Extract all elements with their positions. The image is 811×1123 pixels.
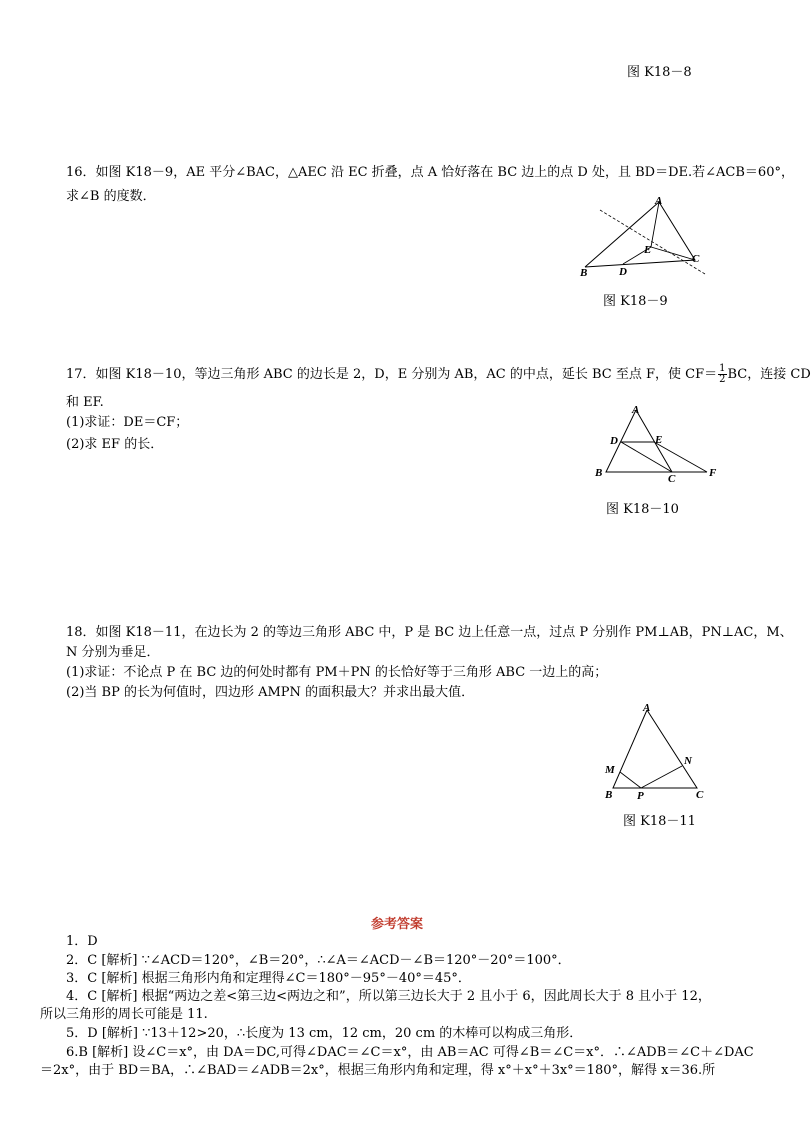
q17-part-1: (1)求证：DE＝CF； [66,415,189,430]
fig11-label-b: B [605,789,613,801]
fig11-label-a: A [643,702,651,714]
fig10-label-a: A [632,404,640,416]
fig9-label-d: D [619,266,627,278]
figure-k18-9 [575,192,715,282]
answer-4-line-1: 4．C [解析] 根据“两边之差<第三边<两边之和”，所以第三边长大于 2 且小于 6，因此周长大于 8 且小于 12， [66,989,711,1004]
q18-line-1: 18．如图 K18－11，在边长为 2 的等边三角形 ABC 中，P 是 BC 边上任意一点，过点 P 分别作 PM⊥AB，PN⊥AC，M、 [66,625,793,640]
figure-k18-11-caption: 图 K18－11 [623,814,696,829]
fig10-label-d: D [610,435,618,447]
fraction-numerator: 1 [719,363,726,374]
fig10-label-e: E [655,434,663,446]
fig9-label-c: C [692,253,700,265]
fig11-label-p: P [637,790,644,802]
fraction-one-half [718,364,726,385]
fig11-label-m: M [605,764,615,776]
fig9-label-b: B [580,267,588,279]
answer-2: 2．C [解析] ∵∠ACD＝120°，∠B＝20°，∴∠A＝∠ACD－∠B＝120°－20°＝100°． [66,953,571,968]
figure-k18-8-caption: 图 K18－8 [627,65,692,80]
q16-line-2: 求∠B 的度数． [66,189,156,204]
q17-line-2: 和 EF. [66,395,104,410]
figure-k18-9-caption: 图 K18－9 [603,294,668,309]
fig9-label-e: E [644,244,652,256]
answer-6-line-1: 6.B [解析] 设∠C＝x°，由 DA＝DC,可得∠DAC＝∠C＝x°，由 AB＝AC 可得∠B＝∠C＝x°．∴∠ADB＝∠C＋∠DAC [66,1045,754,1060]
figure-k18-10 [592,402,722,484]
answer-1: 1．D [66,934,98,949]
answers-title: 参考答案 [370,917,423,932]
q17-line-1 [66,364,811,385]
fig9-label-a: A [655,195,663,207]
figure-k18-10-caption: 图 K18－10 [606,502,679,517]
fig10-label-f: F [709,467,717,479]
q17-line-1-a: 17．如图 K18－10，等边三角形 ABC 的边长是 2，D，E 分别为 AB，AC 的中点，延长 BC 至点 F，使 CF＝ [66,367,718,382]
q16-line-1: 16．如图 K18－9，AE 平分∠BAC，△AEC 沿 EC 折叠，点 A 恰好落在 BC 边上的点 D 处，且 BD＝DE.若∠ACB＝60°， [66,165,794,180]
q17-part-2: (2)求 EF 的长． [66,437,164,452]
fig11-label-n: N [684,755,692,767]
answer-4-line-2: 所以三角形的周长可能是 11. [40,1007,208,1022]
q18-part-2: (2)当 BP 的长为何值时，四边形 AMPN 的面积最大？并求出最大值． [66,685,475,700]
answer-5: 5．D [解析] ∵13＋12>20，∴长度为 13 cm，12 cm，20 cm 的木棒可以构成三角形． [66,1026,583,1041]
figure-k18-11 [600,700,712,802]
fig11-label-c: C [696,789,704,801]
fig10-label-b: B [595,467,603,479]
q17-line-1-b: BC，连接 CD [727,367,811,382]
fraction-denominator: 2 [719,374,726,385]
fig10-label-c: C [668,473,676,485]
q18-line-2: N 分别为垂足． [66,645,160,660]
fold-line-dashed [600,210,705,274]
answer-3: 3．C [解析] 根据三角形内角和定理得∠C＝180°－95°－40°＝45°． [66,971,471,986]
answer-6-line-2: ＝2x°，由于 BD＝BA，∴∠BAD＝∠ADB＝2x°，根据三角形内角和定理，得 x°＋x°＋3x°＝180°，解得 x＝36.所 [40,1063,716,1078]
q18-part-1: (1)求证：不论点 P 在 BC 边的何处时都有 PM＋PN 的长恰好等于三角形 ABC 一边上的高； [66,665,608,680]
